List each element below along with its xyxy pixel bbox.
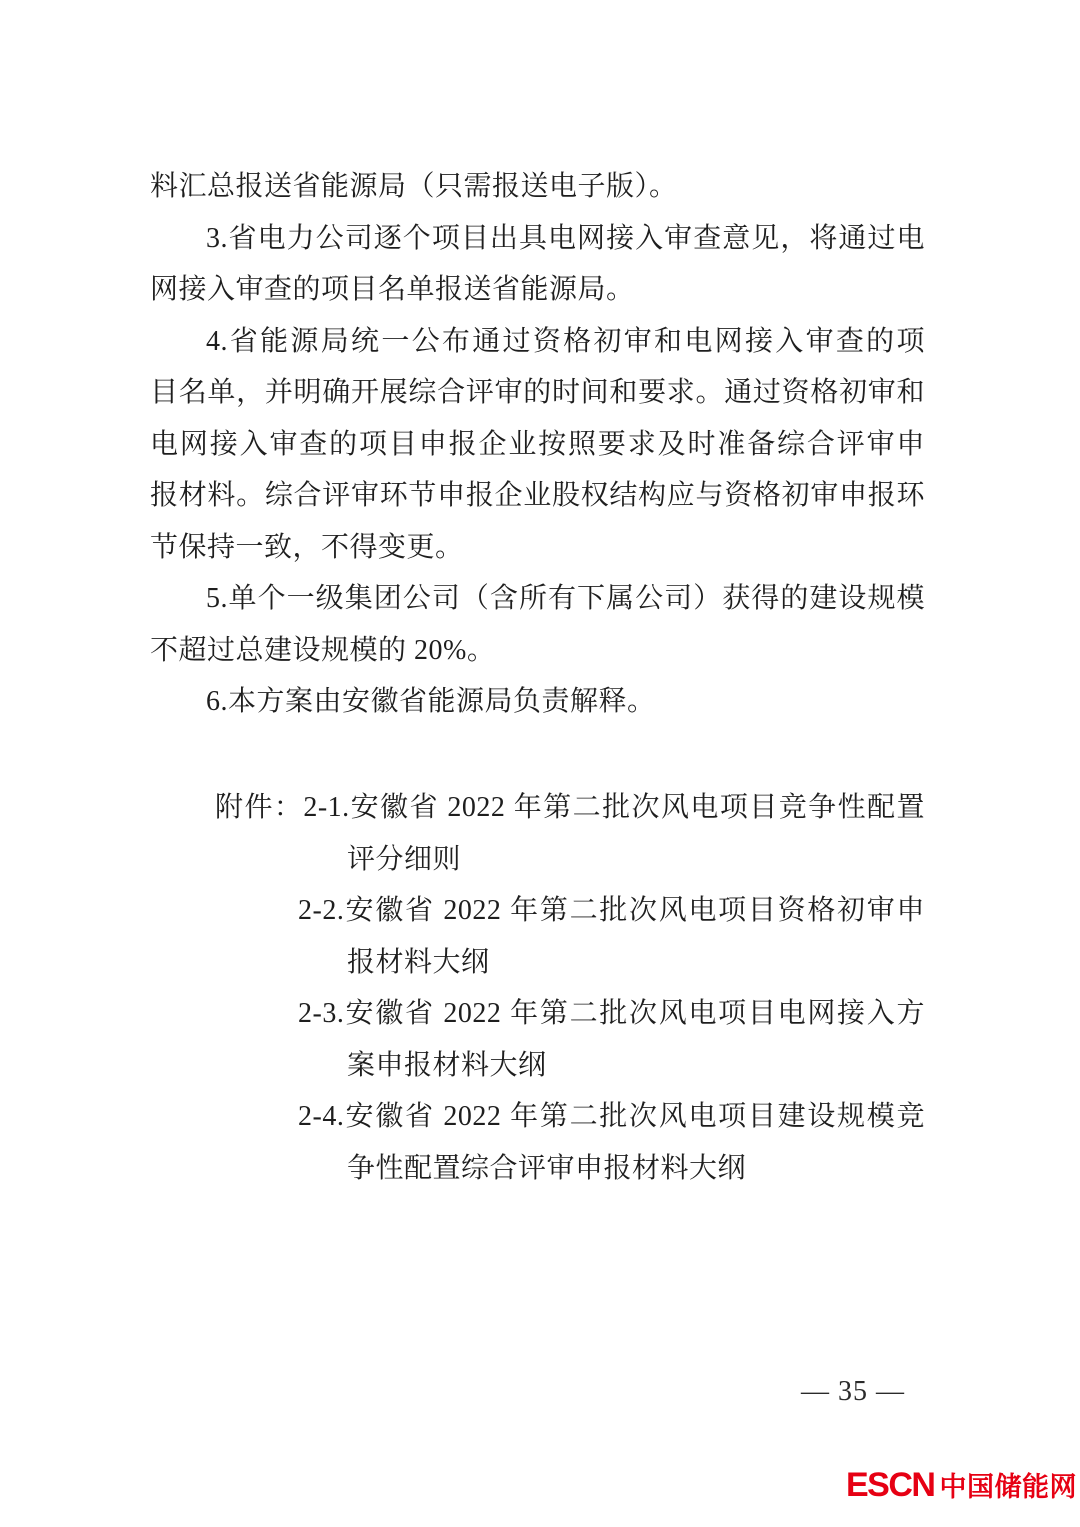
body-line: 6.本方案由安徽省能源局负责解释。 [206,686,656,717]
body-line: 料汇总报送省能源局（只需报送电子版）。 [150,171,678,202]
body-line: 网接入审查的项目名单报送省能源局。 [150,274,635,305]
attachment-line: 2-2.安徽省 2022 年第二批次风电项目资格初审申 [298,895,925,926]
document-body [150,161,925,728]
body-line: 5.单个一级集团公司（含所有下属公司）获得的建设规模 [206,583,925,614]
attachment-line: 2-3.安徽省 2022 年第二批次风电项目电网接入方 [298,998,925,1029]
attachment-list [150,782,925,1194]
attachment-line: 争性配置综合评审申报材料大纲 [347,1152,747,1184]
body-line: 报材料。综合评审环节申报企业股权结构应与资格初审申报环 [150,480,925,511]
escn-watermark [846,1468,1077,1502]
attachment-line: 评分细则 [347,843,462,875]
attachment-line: 附件：2-1.安徽省 2022 年第二批次风电项目竞争性配置 [215,792,925,823]
page-number: — 35 — [801,1376,905,1407]
body-line: 目名单，并明确开展综合评审的时间和要求。通过资格初审和 [150,377,925,408]
body-line: 3.省电力公司逐个项目出具电网接入审查意见，将通过电 [206,222,925,254]
escn-wordmark: ESCN [846,1466,935,1504]
body-line: 4.省能源局统一公布通过资格初审和电网接入审查的项 [206,325,925,357]
body-line: 电网接入审查的项目申报企业按照要求及时准备综合评审申 [150,428,925,460]
body-line: 节保持一致，不得变更。 [150,531,464,563]
body-line: 不超过总建设规模的 20%。 [150,634,496,666]
attachment-line: 案申报材料大纲 [347,1049,547,1081]
attachment-line: 2-4.安徽省 2022 年第二批次风电项目建设规模竞 [298,1101,925,1132]
escn-site-name: 中国储能网 [939,1472,1077,1502]
attachment-line: 报材料大纲 [347,946,490,978]
